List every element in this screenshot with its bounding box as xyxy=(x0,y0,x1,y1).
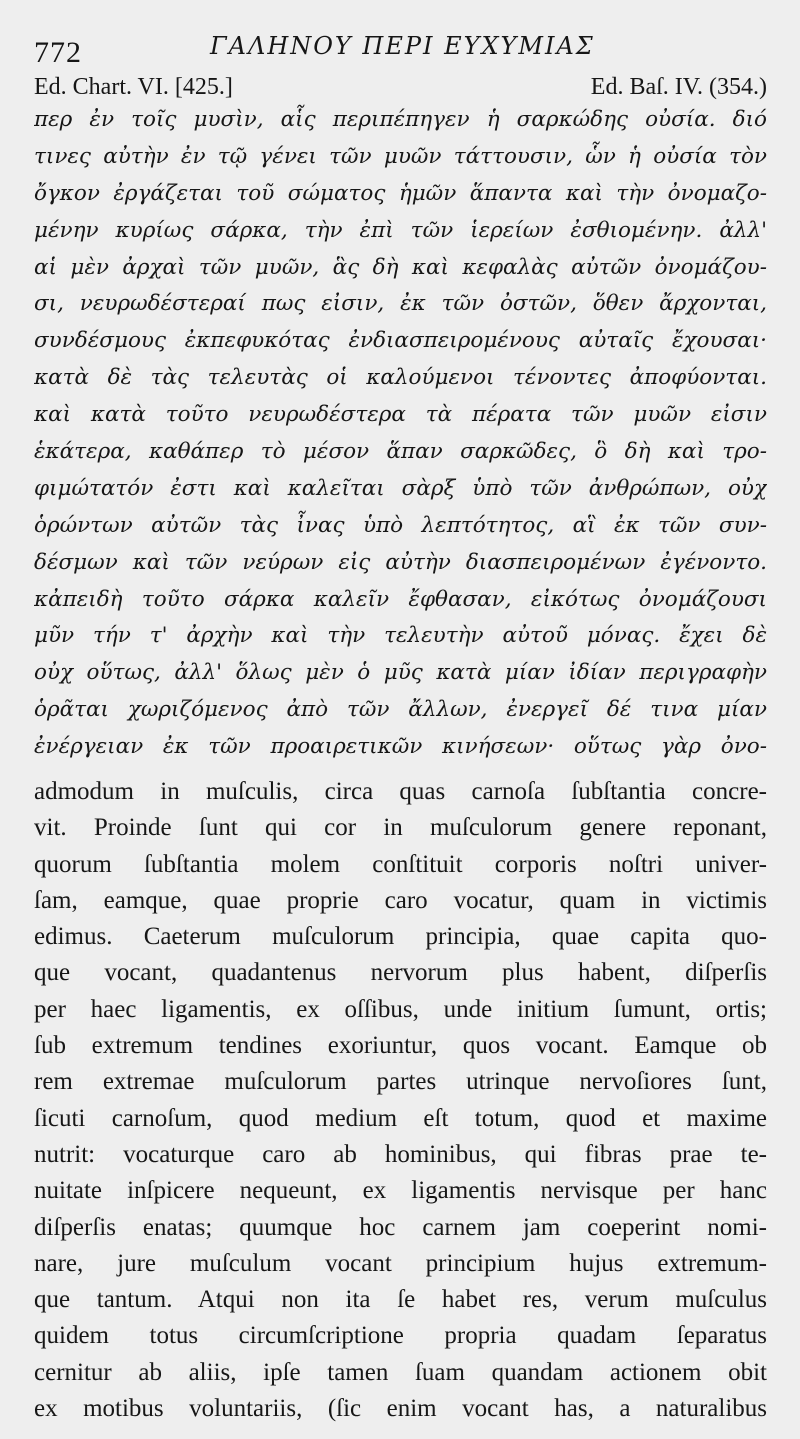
latin-line: per haec ligamentis, ex oſſibus, unde initium ſumunt, ortis; xyxy=(34,995,767,1023)
latin-line: vit. Proinde ſunt qui cor in muſculorum genere reponant, xyxy=(34,814,767,842)
latin-line: ſicuti carnoſum, quod medium eſt totum, quod et maxime xyxy=(34,1104,767,1132)
greek-line: ἐνέργειαν ἐκ τῶν προαιρετικῶν κινήσεων· οὕτως γὰρ ὀνο- xyxy=(34,734,767,760)
running-title: ΓΑΛΗΝΟΥ ΠΕΡΙ ΕΥΧΥΜΙΑΣ xyxy=(210,32,595,60)
latin-text-block xyxy=(34,774,767,1427)
edition-reference-line xyxy=(34,74,767,104)
latin-line: ſub extremum tendines exoriuntur, quos vocant. Eamque ob xyxy=(34,1032,767,1060)
latin-line: nutrit: vocaturque caro ab hominibus, qui fibras prae te- xyxy=(34,1140,767,1168)
latin-line: quidem totus circumſcriptione propria quadam ſeparatus xyxy=(34,1322,767,1350)
greek-line: ὄγκον ἐργάζεται τοῦ σώματος ἡμῶν ἅπαντα καὶ τὴν ὀνομαζο- xyxy=(34,180,767,206)
latin-line: rem extremae muſculorum partes utrinque nervoſiores ſunt, xyxy=(34,1068,767,1096)
greek-line: τινες αὐτὴν ἐν τῷ γένει τῶν μυῶν τάττουσιν, ὧν ἡ οὐσία τὸν xyxy=(34,143,767,169)
latin-line: nuitate inſpicere nequeunt, ex ligamentis nervisque per hanc xyxy=(34,1177,767,1205)
greek-line: σι, νευρωδέστεραί πως εἰσιν, ἐκ τῶν ὀστῶν, ὅθεν ἄρχονται, xyxy=(34,291,767,317)
latin-line: ſam, eamque, quae proprie caro vocatur, quam in victimis xyxy=(34,886,767,914)
greek-line: φιμώτατόν ἐστι καὶ καλεῖται σὰρξ ὑπὸ τῶν ἀνθρώπων, οὐχ xyxy=(34,475,767,501)
latin-line: ex motibus voluntariis, (ſic enim vocant has, a naturalibus xyxy=(34,1395,767,1423)
latin-line: cernitur ab aliis, ipſe tamen ſuam quandam actionem obit xyxy=(34,1358,767,1386)
greek-text-block xyxy=(34,102,767,766)
greek-line: κατὰ δὲ τὰς τελευτὰς οἱ καλούμενοι τένοντες ἀποφύονται. xyxy=(34,365,767,391)
latin-line: nare, jure muſculum vocant principium hujus extremum- xyxy=(34,1249,767,1277)
latin-line: que tantum. Atqui non ita ſe habet res, verum muſculus xyxy=(34,1286,767,1314)
latin-line: edimus. Caeterum muſculorum principia, quae capita quo- xyxy=(34,923,767,951)
latin-line: que vocant, quadantenus nervorum plus habent, diſperſis xyxy=(34,959,767,987)
greek-line: οὐχ οὕτως, ἀλλ' ὅλως μὲν ὁ μῦς κατὰ μίαν ἰδίαν περιγραφὴν xyxy=(34,660,767,686)
greek-line: δέσμων καὶ τῶν νεύρων εἰς αὐτὴν διασπειρομένων ἐγένοντο. xyxy=(34,549,767,575)
greek-line: ἑκάτερα, καθάπερ τὸ μέσον ἅπαν σαρκῶδες, ὃ δὴ καὶ τρο- xyxy=(34,439,767,465)
greek-line: ὁρᾶται χωριζόμενος ἀπὸ τῶν ἄλλων, ἐνεργεῖ δέ τινα μίαν xyxy=(34,697,767,723)
page-number: 772 xyxy=(34,36,82,69)
latin-line: admodum in muſculis, circa quas carnoſa ſubſtantia concre- xyxy=(34,778,767,805)
greek-line: κἀπειδὴ τοῦτο σάρκα καλεῖν ἔφθασαν, εἰκότως ὀνομάζουσι xyxy=(34,586,767,612)
greek-line: περ ἐν τοῖς μυσὶν, αἷς περιπέπηγεν ἡ σαρκώδης οὐσία. διό xyxy=(34,107,767,132)
greek-line: καὶ κατὰ τοῦτο νευρωδέστερα τὰ πέρατα τῶν μυῶν εἰσιν xyxy=(34,402,767,428)
greek-line: ὁρώντων αὐτῶν τὰς ἶνας ὑπὸ λεπτότητος, αἳ ἐκ τῶν συν- xyxy=(34,512,767,538)
greek-line: συνδέσμους ἐκπεφυκότας ἐνδιασπειρομένους αὐταῖς ἔχουσαι· xyxy=(34,328,767,354)
edition-reference-basel: Ed. Baſ. IV. (354.) xyxy=(590,74,767,100)
latin-line: quorum ſubſtantia molem conſtituit corporis noſtri univer- xyxy=(34,850,767,878)
greek-line: μῦν τήν τ' ἀρχὴν καὶ τὴν τελευτὴν αὐτοῦ μόνας. ἔχει δὲ xyxy=(34,623,767,649)
greek-line: μένην κυρίως σάρκα, τὴν ἐπὶ τῶν ἱερείων ἐσθιομένην. ἀλλ' xyxy=(34,217,767,243)
greek-line: αἱ μὲν ἀρχαὶ τῶν μυῶν, ἃς δὴ καὶ κεφαλὰς αὐτῶν ὀνομάζου- xyxy=(34,254,767,280)
edition-reference-chartier: Ed. Chart. VI. [425.] xyxy=(34,74,233,100)
running-head xyxy=(34,30,769,70)
latin-line: diſperſis enatas; quumque hoc carnem jam coeperint nomi- xyxy=(34,1213,767,1241)
